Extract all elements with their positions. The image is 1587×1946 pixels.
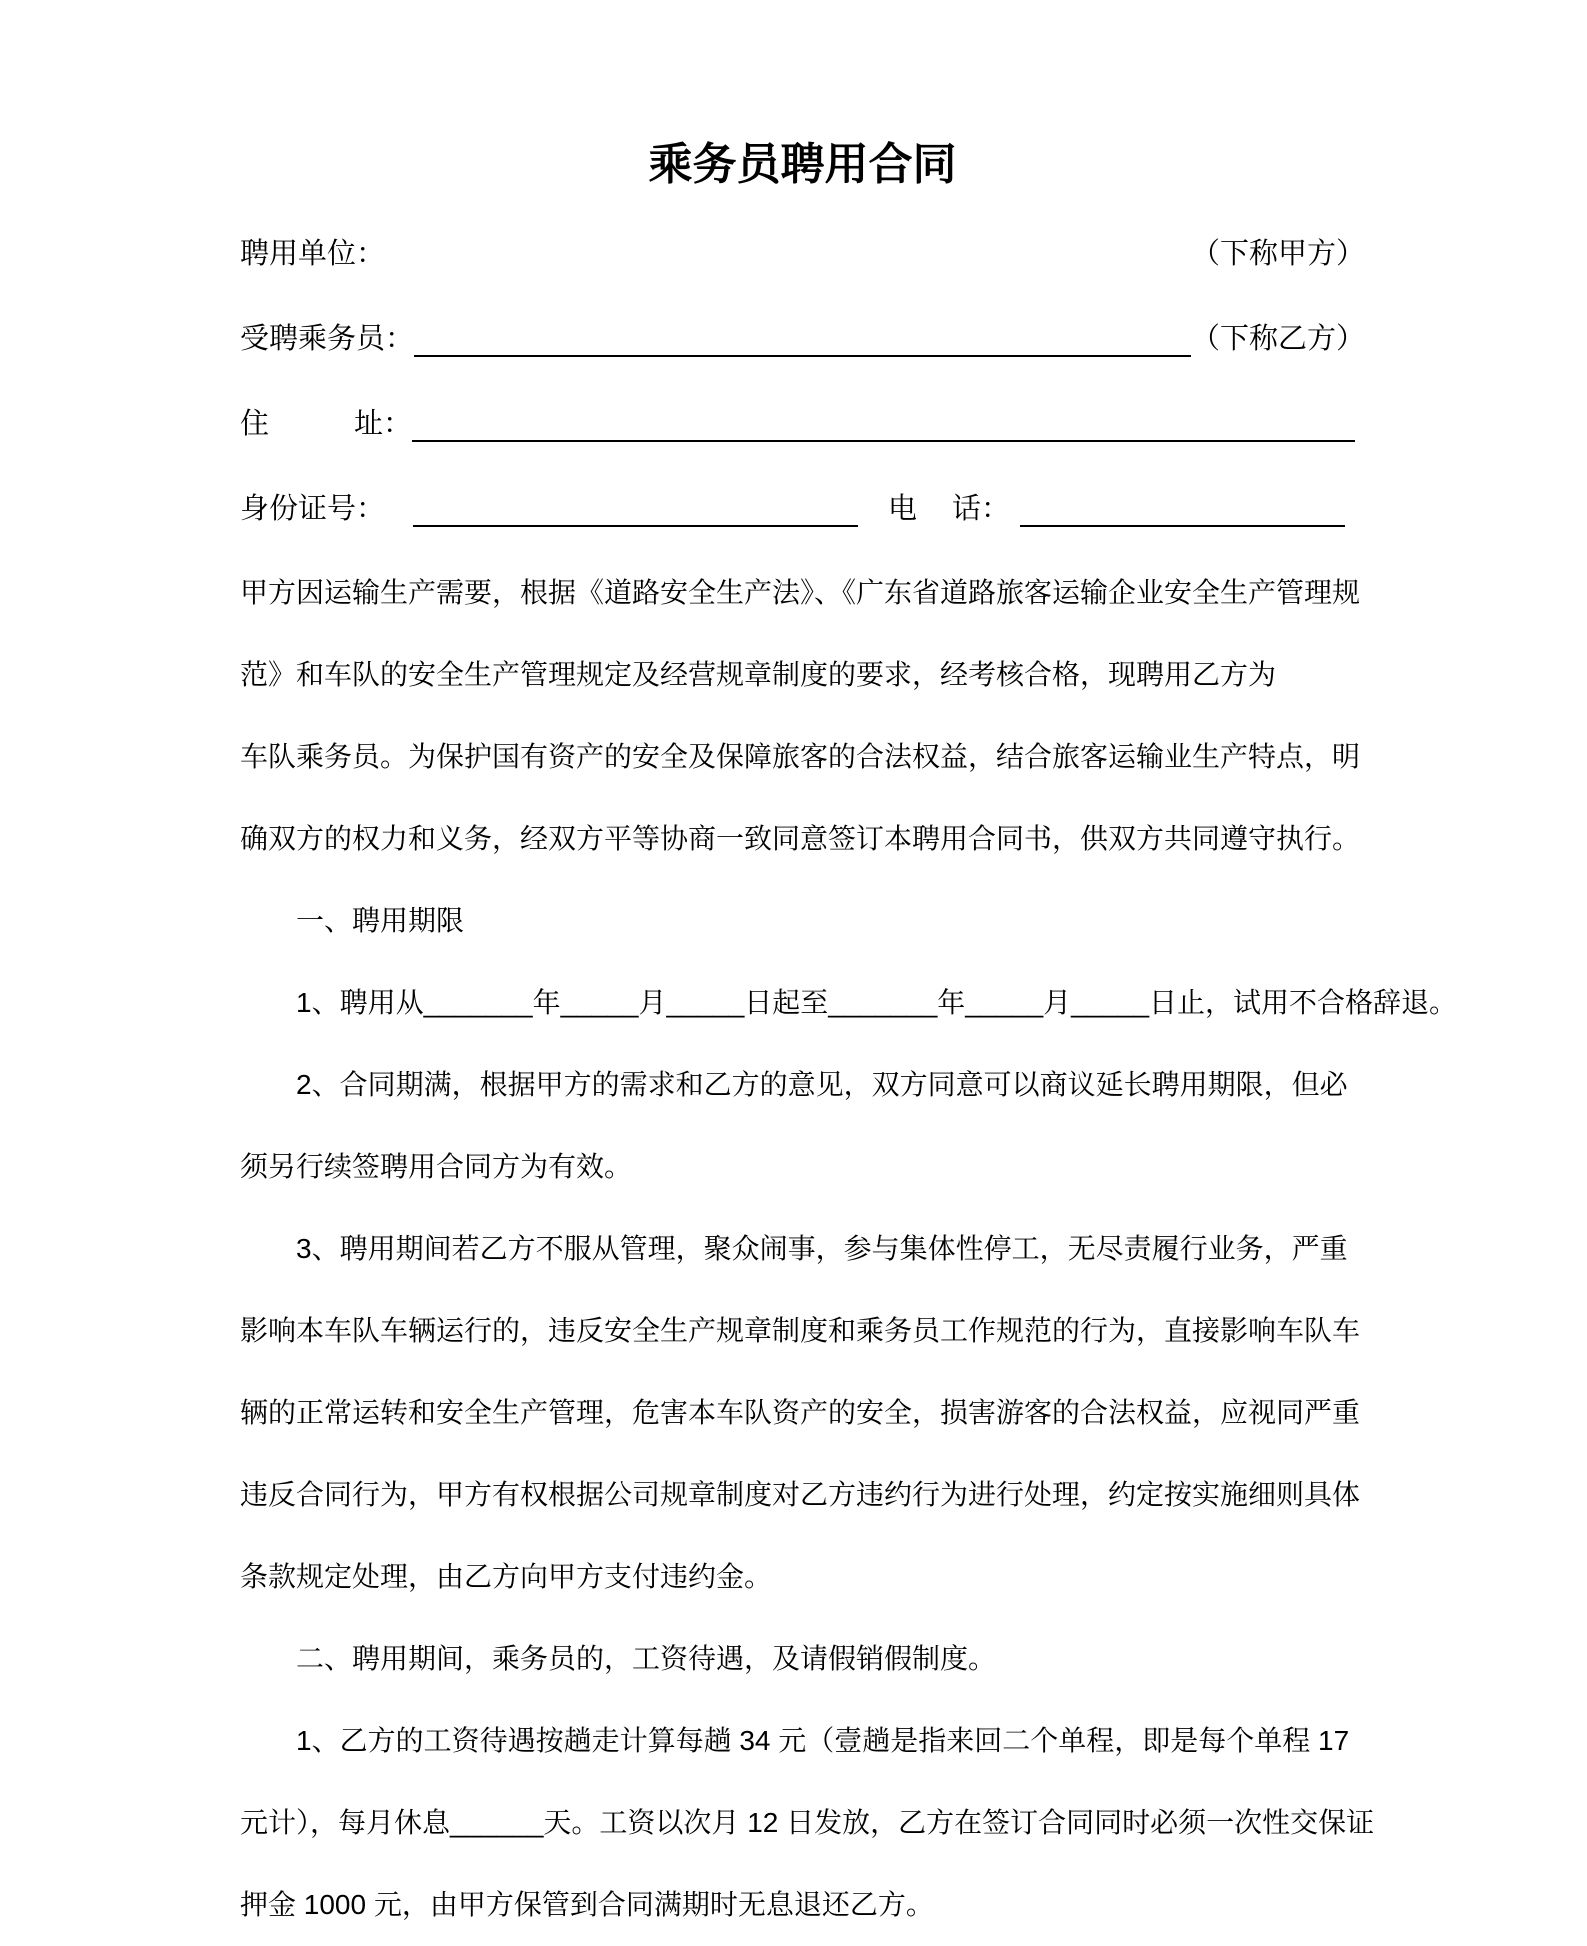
contract-line: 车队乘务员。为保护国有资产的安全及保障旅客的合法权益，结合旅客运输业生产特点，明 [240, 741, 1361, 772]
phone-label-left: 电 [888, 493, 918, 525]
contract-body [240, 552, 1458, 1946]
field-address [240, 382, 1365, 467]
contract-line: 违反合同行为，甲方有权根据公司规章制度对乙方违约行为进行处理，约定按实施细则具体 [240, 1479, 1361, 1510]
phone-blank [1020, 525, 1345, 527]
employee-name-blank [414, 355, 1191, 357]
address-blank [412, 440, 1355, 442]
phone-label-right: 话： [952, 493, 1011, 525]
field-employer [240, 212, 1365, 297]
contract-line: 2、合同期满，根据甲方的需求和乙方的意见，双方同意可以商议延长聘用期限，但必 [296, 1069, 1348, 1100]
employee-label: 受聘乘务员： [240, 323, 415, 355]
contract-line: 1、乙方的工资待遇按趟走计算每趟 34 元（壹趟是指来回二个单程，即是每个单程 17 [296, 1725, 1350, 1756]
employer-label: 聘用单位： [240, 238, 386, 270]
contract-line: 辆的正常运转和安全生产管理，危害本车队资产的安全，损害游客的合法权益，应视同严重 [240, 1397, 1361, 1428]
address-label-left: 住 [240, 408, 270, 440]
phone-label [888, 467, 1010, 552]
document-title: 乘务员聘用合同 [648, 140, 957, 189]
field-id-phone [240, 467, 1365, 552]
contract-line: 押金 1000 元，由甲方保管到合同满期时无息退还乙方。 [240, 1889, 934, 1920]
contract-line: 元计），每月休息______天。工资以次月 12 日发放，乙方在签订合同同时必须一次性交保证 [240, 1807, 1375, 1838]
address-label-right: 址： [353, 408, 412, 440]
employee-suffix: （下称乙方） [1190, 323, 1365, 355]
contract-line: 影响本车队车辆运行的，违反安全生产规章制度和乘务员工作规范的行为，直接影响车队车 [240, 1315, 1361, 1346]
address-label [240, 382, 412, 467]
contract-line: 须另行续签聘用合同方为有效。 [240, 1151, 633, 1182]
contract-line: 确双方的权力和义务，经双方平等协商一致同意签订本聘用合同书，供双方共同遵守执行。 [240, 823, 1361, 854]
section-heading-1: 一、聘用期限 [296, 905, 465, 936]
contract-line: 3、聘用期间若乙方不服从管理，聚众闹事，参与集体性停工，无尽责履行业务，严重 [296, 1233, 1348, 1264]
id-number-label: 身份证号： [240, 493, 386, 525]
id-number-blank [413, 525, 858, 527]
contract-line: 条款规定处理，由乙方向甲方支付违约金。 [240, 1561, 773, 1592]
employer-suffix: （下称甲方） [1190, 238, 1365, 270]
section-heading-2: 二、聘用期间，乘务员的，工资待遇，及请假销假制度。 [296, 1643, 997, 1674]
contract-line: 范》和车队的安全生产管理规定及经营规章制度的要求，经考核合格，现聘用乙方为 [240, 659, 1277, 690]
field-employee [240, 297, 1365, 382]
contract-line: 1、聘用从_______年_____月_____日起至_______年_____月_____日止，试用不合格辞退。 [296, 987, 1458, 1018]
contract-line: 甲方因运输生产需要，根据《道路安全生产法》、《广东省道路旅客运输企业安全生产管理规 [240, 577, 1361, 608]
